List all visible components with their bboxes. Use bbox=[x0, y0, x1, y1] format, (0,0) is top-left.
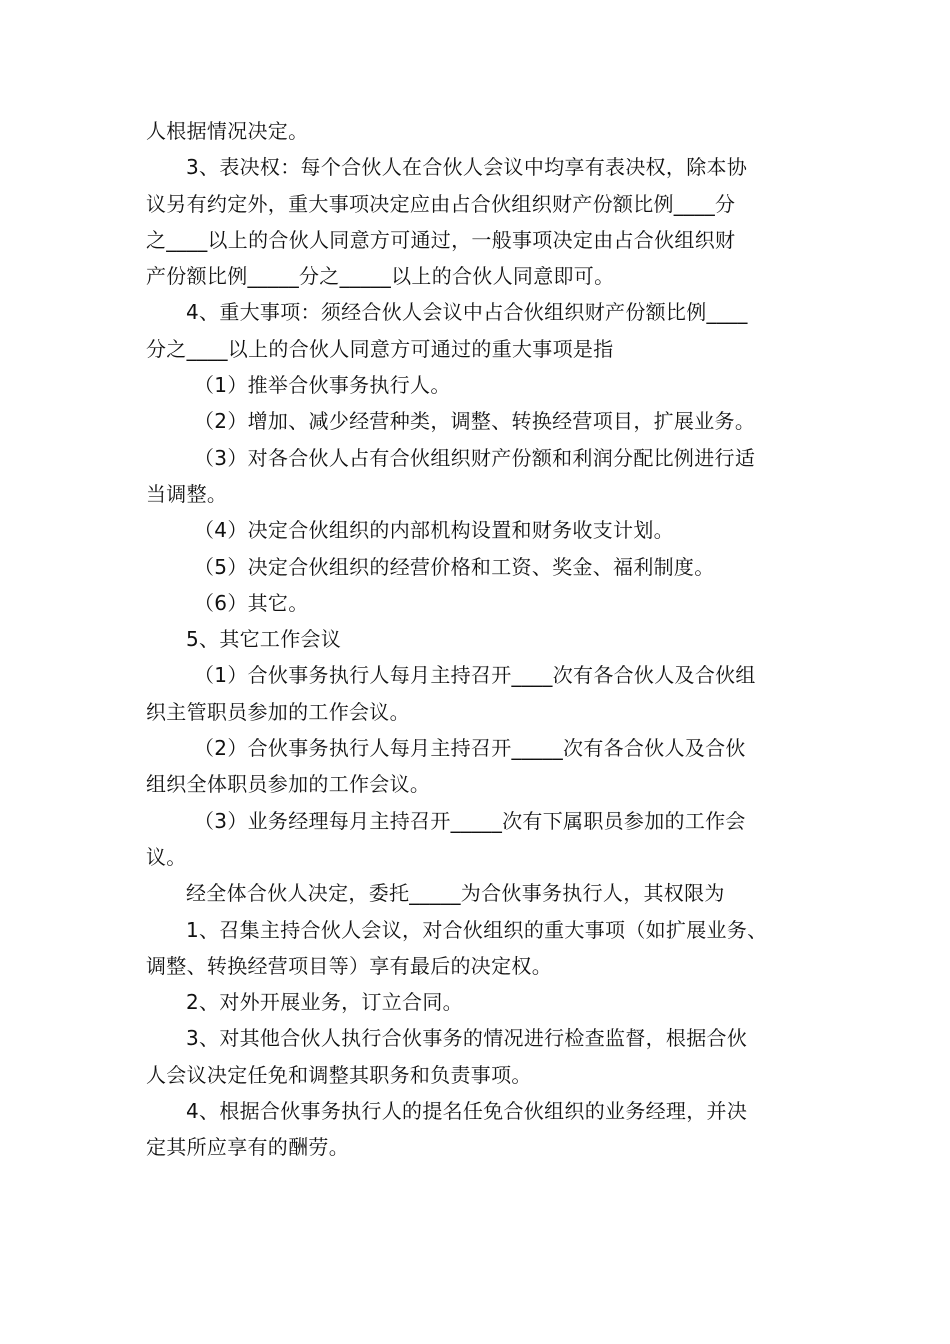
text-line: 组织全体职员参加的工作会议。 bbox=[146, 772, 431, 797]
text-line: 人会议决定任免和调整其职务和负责事项。 bbox=[146, 1062, 532, 1087]
list-item: （6）其它。 bbox=[194, 590, 309, 615]
text-line: 议另有约定外，重大事项决定应由占合伙组织财产份额比例____分 bbox=[146, 191, 736, 216]
clause-4-major-matters: 4、重大事项：须经合伙人会议中占合伙组织财产份额比例____ bbox=[186, 300, 748, 325]
list-item: 1、召集主持合伙人会议，对合伙组织的重大事项（如扩展业务、 bbox=[186, 917, 768, 942]
list-item: （4）决定合伙组织的内部机构设置和财务收支计划。 bbox=[194, 518, 674, 543]
text-line: 之____以上的合伙人同意方可通过，一般事项决定由占合伙组织财 bbox=[146, 227, 736, 252]
text-line: 产份额比例_____分之_____以上的合伙人同意即可。 bbox=[146, 264, 615, 289]
text-line: 议。 bbox=[146, 844, 187, 869]
list-item: （5）决定合伙组织的经营价格和工资、奖金、福利制度。 bbox=[194, 554, 715, 579]
list-item: 2、对外开展业务，订立合同。 bbox=[186, 990, 463, 1015]
delegation-paragraph: 经全体合伙人决定，委托_____为合伙事务执行人，其权限为 bbox=[186, 881, 725, 906]
text-line: 人根据情况决定。 bbox=[146, 119, 309, 143]
clause-3-voting-rights: 3、表决权：每个合伙人在合伙人会议中均享有表决权，除本协 bbox=[186, 155, 748, 180]
list-item: 4、根据合伙事务执行人的提名任免合伙组织的业务经理，并决 bbox=[186, 1099, 748, 1124]
list-item: （2）合伙事务执行人每月主持召开_____次有各合伙人及合伙 bbox=[194, 736, 746, 761]
list-item: 3、对其他合伙人执行合伙事务的情况进行检查监督，根据合伙 bbox=[186, 1026, 748, 1051]
text-line: 织主管职员参加的工作会议。 bbox=[146, 699, 410, 724]
list-item: （1）推举合伙事务执行人。 bbox=[194, 373, 451, 398]
text-line: 分之____以上的合伙人同意方可通过的重大事项是指 bbox=[146, 336, 614, 361]
clause-5-other-meetings: 5、其它工作会议 bbox=[186, 627, 342, 652]
list-item: （2）增加、减少经营种类，调整、转换经营项目，扩展业务。 bbox=[194, 409, 756, 434]
list-item: （3）对各合伙人占有合伙组织财产份额和利润分配比例进行适 bbox=[194, 445, 756, 470]
text-line: 当调整。 bbox=[146, 481, 228, 506]
list-item: （1）合伙事务执行人每月主持召开____次有各合伙人及合伙组 bbox=[194, 663, 756, 688]
text-line: 调整、转换经营项目等）享有最后的决定权。 bbox=[146, 953, 552, 978]
list-item: （3）业务经理每月主持召开_____次有下属职员参加的工作会 bbox=[194, 808, 746, 833]
text-line: 定其所应享有的酬劳。 bbox=[146, 1135, 349, 1160]
document-body bbox=[146, 113, 826, 1166]
